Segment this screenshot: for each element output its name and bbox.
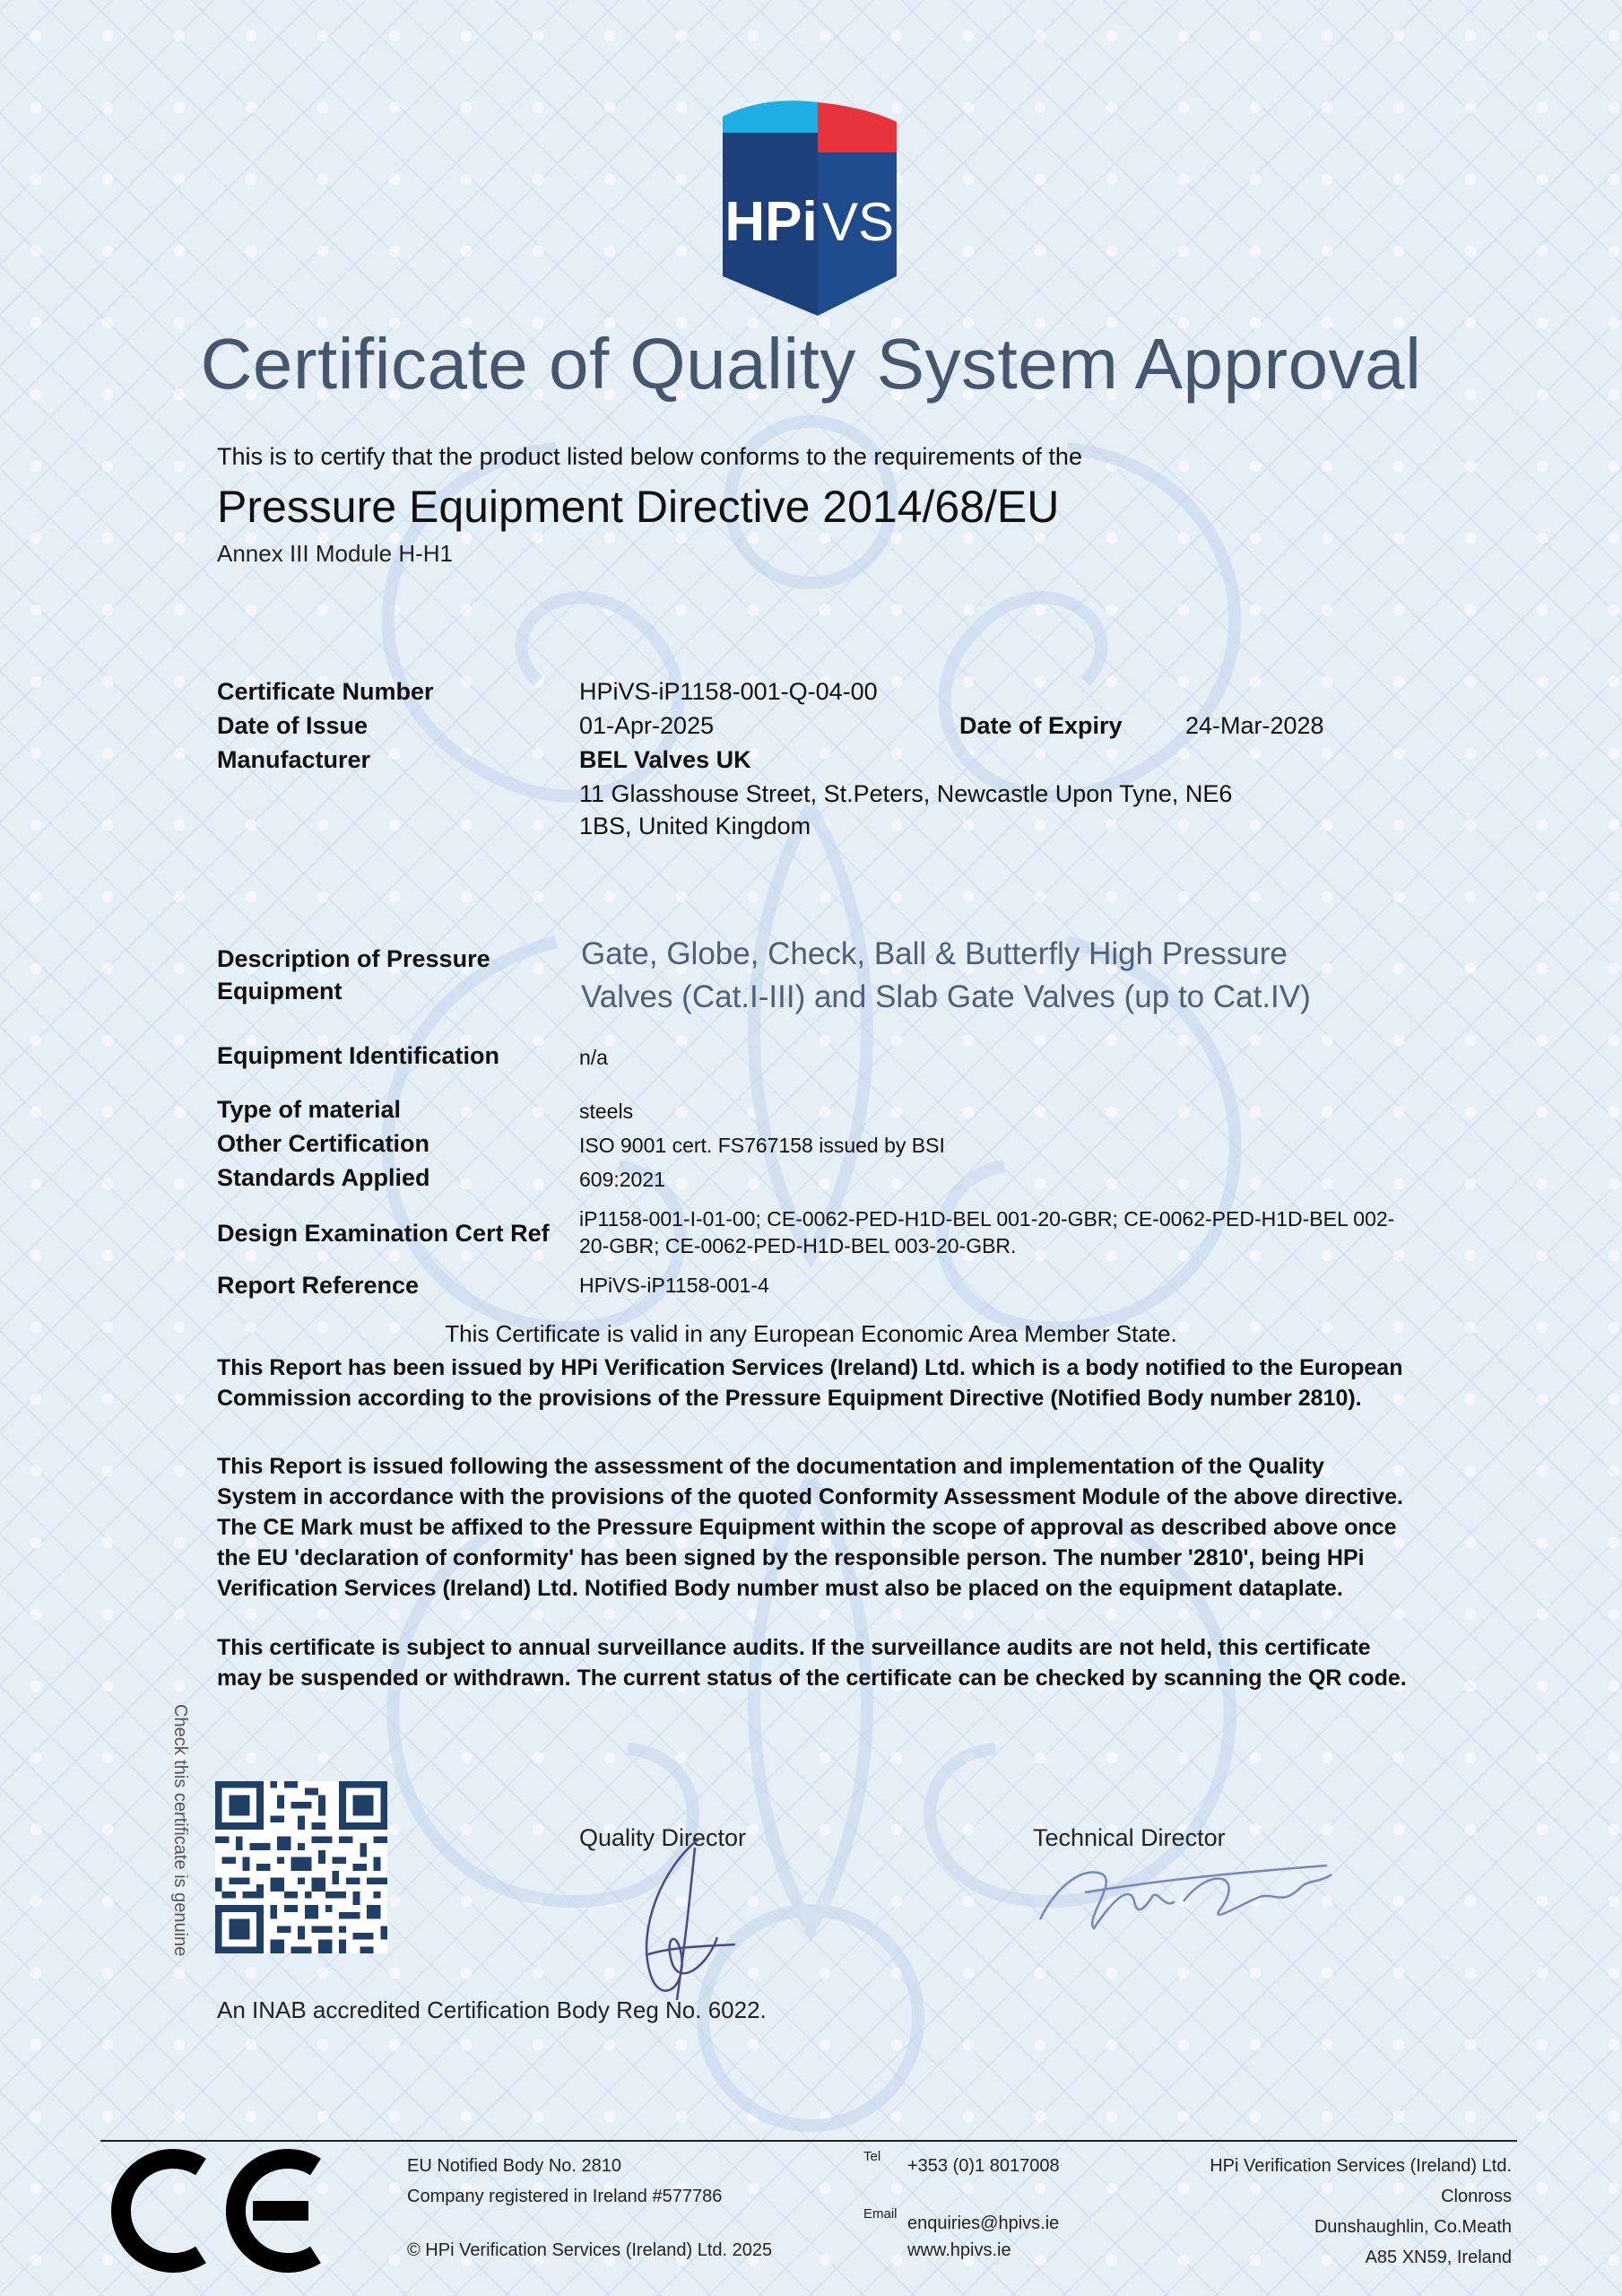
footer-address-line1: HPi Verification Services (Ireland) Ltd. <box>1210 2156 1512 2176</box>
surveillance-paragraph: This certificate is subject to annual surveillance audits. If the surveillance audits are not held, this certificate may be suspended or withdrawn. The current status of the certificate can be checked by scanning the QR code. <box>217 1635 1407 1691</box>
technical-director-signature <box>1031 1848 1345 1937</box>
verification-qr-code[interactable] <box>215 1781 387 1953</box>
footer-notified-body: EU Notified Body No. 2810 <box>407 2156 622 2176</box>
design-exam-label: Design Examination Cert Ref <box>217 1220 550 1247</box>
description-label-line1: Description of Pressure <box>217 945 490 972</box>
notified-body-paragraph: This Report has been issued by HPi Verification Services (Ireland) Ltd. which is a body notified to the European Commission according to the provisions of the Pressure Equipment Directive (Notified Body number 2810). <box>217 1355 1403 1411</box>
issue-date-label: Date of Issue <box>217 712 369 739</box>
hpivs-logo <box>717 97 902 316</box>
footer-tel-label: Tel <box>863 2149 881 2164</box>
quality-director-signature <box>610 1830 744 2009</box>
logo-text-vs: VS <box>821 192 895 252</box>
equipment-id-label: Equipment Identification <box>217 1042 499 1069</box>
standards-label: Standards Applied <box>217 1164 430 1191</box>
description-label-line2: Equipment <box>217 978 343 1004</box>
inab-accreditation: An INAB accredited Certification Body Reg No. 6022. <box>217 1996 767 2023</box>
footer-address-line4: A85 XN59, Ireland <box>1365 2248 1512 2267</box>
footer-company-registration: Company registered in Ireland #577786 <box>407 2187 723 2206</box>
report-reference-value: HPiVS-iP1158-001-4 <box>579 1274 769 1297</box>
footer-email[interactable]: enquiries@hpivs.ie <box>907 2213 1060 2233</box>
material-value: steels <box>579 1100 634 1123</box>
description-value-line1: Gate, Globe, Check, Ball & Butterfly High Pressure <box>581 936 1288 971</box>
logo-text-hpi: HPi <box>724 191 818 253</box>
design-exam-value-line2: 20-GBR; CE-0062-PED-H1D-BEL 003-20-GBR. <box>579 1234 1017 1257</box>
expiry-date-value: 24-Mar-2028 <box>1185 712 1324 739</box>
certificate-title: Certificate of Quality System Approval <box>200 324 1422 404</box>
standards-value: 609:2021 <box>579 1168 665 1191</box>
manufacturer-label: Manufacturer <box>217 746 371 773</box>
material-label: Type of material <box>217 1096 402 1123</box>
footer-divider <box>100 2140 1517 2142</box>
description-value-line2: Valves (Cat.I-III) and Slab Gate Valves (up to Cat.IV) <box>581 979 1311 1014</box>
validity-statement: This Certificate is valid in any European Economic Area Member State. <box>445 1320 1177 1347</box>
footer-copyright: © HPi Verification Services (Ireland) Ltd. 2025 <box>407 2240 773 2260</box>
cert-number-value: HPiVS-iP1158-001-Q-04-00 <box>579 678 878 705</box>
cert-number-label: Certificate Number <box>217 678 434 705</box>
expiry-date-label: Date of Expiry <box>959 712 1123 739</box>
manufacturer-name: BEL Valves UK <box>579 746 751 773</box>
footer-telephone[interactable]: +353 (0)1 8017008 <box>907 2156 1060 2176</box>
footer-website[interactable]: www.hpivs.ie <box>907 2240 1011 2260</box>
quality-director-title: Quality Director <box>579 1824 747 1851</box>
qr-caption: Check this certificate is genuine <box>170 1704 190 1957</box>
equipment-id-value: n/a <box>579 1046 608 1069</box>
other-certification-label: Other Certification <box>217 1130 430 1157</box>
intro-text: This is to certify that the product listed below conforms to the requirements of the <box>217 443 1082 470</box>
footer-address-line2: Clonross <box>1441 2187 1512 2206</box>
assessment-paragraph: This Report is issued following the assessment of the documentation and implementation of the Quality System in accordance with the provisions of the quoted Conformity Assessment Module of the above directive. The CE Mark must be affixed to the Pressure Equipment within the scope of approval as described above once the EU 'declaration of conformity' has been signed by the responsible person. The number '2810', being HPi Verification Services (Ireland) Ltd. Notified Body number must also be placed on the equipment dataplate. <box>217 1454 1403 1601</box>
annex-module: Annex III Module H-H1 <box>217 540 454 567</box>
manufacturer-address-line2: 1BS, United Kingdom <box>579 813 811 839</box>
footer-email-label: Email <box>863 2206 898 2222</box>
manufacturer-address-line1: 11 Glasshouse Street, St.Peters, Newcastle Upon Tyne, NE6 <box>579 780 1233 807</box>
design-exam-value-line1: iP1158-001-I-01-00; CE-0062-PED-H1D-BEL 001-20-GBR; CE-0062-PED-H1D-BEL 002- <box>579 1207 1395 1231</box>
footer-address-line3: Dunshaughlin, Co.Meath <box>1314 2217 1512 2237</box>
directive-name: Pressure Equipment Directive 2014/68/EU <box>217 482 1060 532</box>
issue-date-value: 01-Apr-2025 <box>579 712 715 739</box>
technical-director-title: Technical Director <box>1033 1824 1226 1851</box>
report-reference-label: Report Reference <box>217 1272 420 1299</box>
ce-mark <box>100 2149 321 2273</box>
other-certification-value: ISO 9001 cert. FS767158 issued by BSI <box>579 1134 945 1157</box>
